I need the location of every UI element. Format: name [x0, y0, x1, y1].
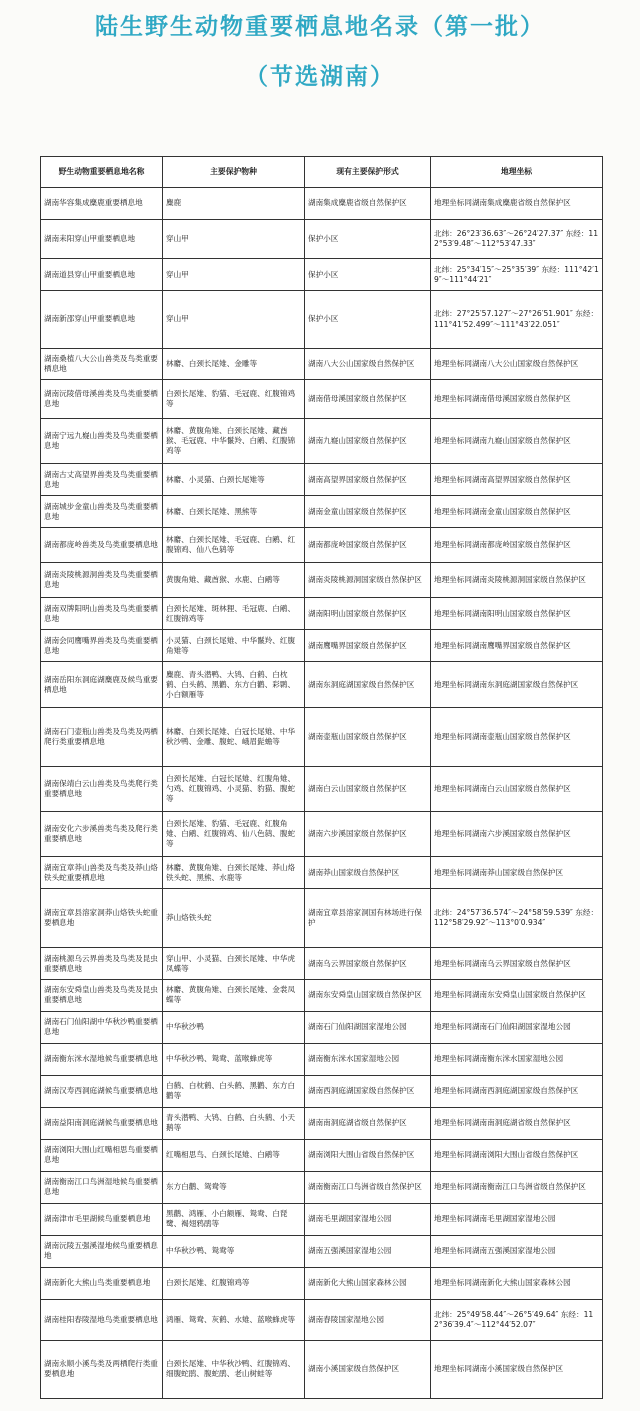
habitat-name-cell: 湖南会同鹰嘴界兽类及鸟类重要栖息地	[41, 630, 163, 662]
coordinates-cell: 北纬：25°49′58.44″～26°5′49.64″ 东经：112°36′39.4″～112°44′52.07″	[431, 1299, 603, 1340]
table-header-row	[41, 157, 603, 188]
species-cell: 红嘴相思鸟、白颈长尾雉、白鹇等	[163, 1139, 305, 1171]
coordinates-cell: 地理坐标同湖南衡南江口鸟洲省级自然保护区	[431, 1171, 603, 1203]
protection-form-cell: 湖南东洞庭湖国家级自然保护区	[305, 662, 431, 707]
protection-form-cell: 保护小区	[305, 259, 431, 291]
header-protected-species: 主要保护物种	[163, 157, 305, 188]
protection-form-cell: 湖南六步溪国家级自然保护区	[305, 811, 431, 856]
coordinates-cell: 地理坐标同湖南南洞庭湖省级自然保护区	[431, 1107, 603, 1139]
habitat-name-cell: 湖南华容集成麋鹿重要栖息地	[41, 188, 163, 220]
table-row	[41, 948, 603, 980]
table-row	[41, 1267, 603, 1299]
page-title: 陆生野生动物重要栖息地名录（第一批）	[95, 14, 545, 40]
protection-form-cell: 湖南小溪国家级自然保护区	[305, 1340, 431, 1398]
species-cell: 中华秋沙鸭、鸳鸯等	[163, 1235, 305, 1267]
habitat-name-cell: 湖南津市毛里湖候鸟重要栖息地	[41, 1203, 163, 1235]
table-row	[41, 1011, 603, 1043]
table-row	[41, 419, 603, 464]
habitat-name-cell: 湖南宜章县溶家洞莽山烙铁头蛇重要栖息地	[41, 889, 163, 948]
table-row	[41, 630, 603, 662]
table-row	[41, 291, 603, 349]
species-cell: 中华秋沙鸭	[163, 1011, 305, 1043]
protection-form-cell: 湖南壶瓶山国家级自然保护区	[305, 707, 431, 766]
protection-form-cell: 湖南高望界国家级自然保护区	[305, 464, 431, 496]
table-row	[41, 219, 603, 258]
table-row	[41, 1203, 603, 1235]
coordinates-cell: 地理坐标同湖南炎陵桃源洞国家级自然保护区	[431, 563, 603, 598]
table-row	[41, 464, 603, 496]
protection-form-cell: 湖南白云山国家级自然保护区	[305, 766, 431, 811]
habitat-name-cell: 湖南新邵穿山甲重要栖息地	[41, 291, 163, 349]
protection-form-cell: 湖南南洞庭湖省级自然保护区	[305, 1107, 431, 1139]
species-cell: 中华秋沙鸭、鸳鸯、蓝喉蜂虎等	[163, 1043, 305, 1075]
protection-form-cell: 湖南东安舜皇山国家级自然保护区	[305, 980, 431, 1012]
protection-form-cell: 湖南石门仙阳湖国家湿地公园	[305, 1011, 431, 1043]
table-row	[41, 1139, 603, 1171]
coordinates-cell: 地理坐标同湖南白云山国家级自然保护区	[431, 766, 603, 811]
habitat-name-cell: 湖南保靖白云山兽类及鸟类爬行类重要栖息地	[41, 766, 163, 811]
species-cell: 白颈长尾雉、红腹锦鸡等	[163, 1267, 305, 1299]
table-row	[41, 348, 603, 379]
coordinates-cell: 地理坐标同湖南八大公山国家级自然保护区	[431, 348, 603, 379]
table-row	[41, 889, 603, 948]
habitat-name-cell: 湖南石门壶瓶山兽类及鸟类及两栖爬行类重要栖息地	[41, 707, 163, 766]
coordinates-cell: 北纬：26°23′36.63″～26°24′27.37″ 东经：112°53′9.48″～112°53′47.33″	[431, 219, 603, 258]
habitat-name-cell: 湖南衡东洣水湿地候鸟重要栖息地	[41, 1043, 163, 1075]
habitat-name-cell: 湖南东安舜皇山兽类及鸟类及昆虫重要栖息地	[41, 980, 163, 1012]
species-cell: 穿山甲	[163, 291, 305, 349]
header-habitat-name: 野生动物重要栖息地名称	[41, 157, 163, 188]
coordinates-cell: 地理坐标同湖南毛里湖国家湿地公园	[431, 1203, 603, 1235]
protection-form-cell: 湖南炎陵桃源洞国家级自然保护区	[305, 563, 431, 598]
species-cell: 林麝、黄腹角雉、白颈长尾雉、莽山烙铁头蛇、黑熊、水鹿等	[163, 857, 305, 889]
habitat-name-cell: 湖南道县穿山甲重要栖息地	[41, 259, 163, 291]
protection-form-cell: 湖南毛里湖国家湿地公园	[305, 1203, 431, 1235]
coordinates-cell: 地理坐标同湖南六步溪国家级自然保护区	[431, 811, 603, 856]
protection-form-cell: 湖南借母溪国家级自然保护区	[305, 379, 431, 418]
coordinates-cell: 地理坐标同湖南东安舜皇山国家级自然保护区	[431, 980, 603, 1012]
protection-form-cell: 湖南莽山国家级自然保护区	[305, 857, 431, 889]
habitat-name-cell: 湖南永顺小溪鸟类及两栖爬行类重要栖息地	[41, 1340, 163, 1398]
table-row	[41, 598, 603, 630]
species-cell: 东方白鹳、鸳鸯等	[163, 1171, 305, 1203]
habitat-name-cell: 湖南浏阳大围山红嘴相思鸟重要栖息地	[41, 1139, 163, 1171]
protection-form-cell: 湖南西洞庭湖国家级自然保护区	[305, 1075, 431, 1107]
habitat-name-cell: 湖南桃源乌云界兽类及鸟类及昆虫重要栖息地	[41, 948, 163, 980]
species-cell: 林麝、小灵猫、白颈长尾雉等	[163, 464, 305, 496]
habitat-name-cell: 湖南安化六步溪兽类鸟类及爬行类重要栖息地	[41, 811, 163, 856]
habitat-name-cell: 湖南新化大熊山鸟类重要栖息地	[41, 1267, 163, 1299]
protection-form-cell: 保护小区	[305, 291, 431, 349]
coordinates-cell: 北纬：27°25′57.127″～27°26′51.901″ 东经：111°41′52.499″～111°43′22.051″	[431, 291, 603, 349]
habitat-name-cell: 湖南岳阳东洞庭湖麋鹿及候鸟重要栖息地	[41, 662, 163, 707]
species-cell: 穿山甲	[163, 219, 305, 258]
table-row	[41, 980, 603, 1012]
species-cell: 鸿雁、鸳鸯、灰鹤、水雉、蓝喉蜂虎等	[163, 1299, 305, 1340]
species-cell: 林麝、白颈长尾雉、白冠长尾雉、中华秋沙鸭、金雕、腹蛇、峨眉髭蟾等	[163, 707, 305, 766]
header-coordinates: 地理坐标	[431, 157, 603, 188]
species-cell: 白颈长尾雉、斑林狸、毛冠鹿、白鹇、红腹锦鸡等	[163, 598, 305, 630]
coordinates-cell: 地理坐标同湖南衡东洣水国家湿地公园	[431, 1043, 603, 1075]
table-row	[41, 379, 603, 418]
species-cell: 麋鹿、青头潜鸭、大鸨、白鹤、白枕鹤、白头鹤、黑鹳、东方白鹳、彩鹮、小白额雁等	[163, 662, 305, 707]
habitat-name-cell: 湖南沅陵五强溪湿地候鸟重要栖息地	[41, 1235, 163, 1267]
protection-form-cell: 湖南乌云界国家级自然保护区	[305, 948, 431, 980]
table-row	[41, 563, 603, 598]
species-cell: 小灵猫、白颈长尾雉、中华鬣羚、红腹角雉等	[163, 630, 305, 662]
habitat-name-cell: 湖南双牌阳明山兽类及鸟类重要栖息地	[41, 598, 163, 630]
protection-form-cell: 湖南九嶷山国家级自然保护区	[305, 419, 431, 464]
header-protection-form: 现有主要保护形式	[305, 157, 431, 188]
table-row	[41, 259, 603, 291]
protection-form-cell: 湖南八大公山国家级自然保护区	[305, 348, 431, 379]
species-cell: 麋鹿	[163, 188, 305, 220]
protection-form-cell: 湖南衡东洣水国家湿地公园	[305, 1043, 431, 1075]
protection-form-cell: 湖南衡南江口鸟洲省级自然保护区	[305, 1171, 431, 1203]
species-cell: 白颈长尾雉、豹猫、毛冠鹿、红腹锦鸡等	[163, 379, 305, 418]
table-row	[41, 188, 603, 220]
habitat-table	[40, 156, 603, 1399]
species-cell: 林麝、白颈长尾雉、黑熊等	[163, 496, 305, 528]
table-row	[41, 1235, 603, 1267]
protection-form-cell: 湖南集成麋鹿省级自然保护区	[305, 188, 431, 220]
protection-form-cell: 保护小区	[305, 219, 431, 258]
habitat-name-cell: 湖南宁远九嶷山兽类及鸟类重要栖息地	[41, 419, 163, 464]
coordinates-cell: 地理坐标同湖南莽山国家级自然保护区	[431, 857, 603, 889]
species-cell: 林麝、黄腹角雉、白颈长尾雉、藏酋猴、毛冠鹿、中华鬣羚、白鹇、红腹锦鸡等	[163, 419, 305, 464]
habitat-table-container	[40, 156, 602, 1399]
habitat-name-cell: 湖南沅陵借母溪兽类及鸟类重要栖息地	[41, 379, 163, 418]
coordinates-cell: 地理坐标同湖南借母溪国家级自然保护区	[431, 379, 603, 418]
habitat-name-cell: 湖南宜章莽山兽类及鸟类及莽山烙铁头蛇重要栖息地	[41, 857, 163, 889]
coordinates-cell: 地理坐标同湖南乌云界国家级自然保护区	[431, 948, 603, 980]
table-row	[41, 1171, 603, 1203]
table-row	[41, 766, 603, 811]
species-cell: 林麝、黄腹角雉、白颈长尾雉、金裳凤蝶等	[163, 980, 305, 1012]
protection-form-cell: 湖南都庞岭国家级自然保护区	[305, 528, 431, 563]
table-row	[41, 707, 603, 766]
protection-form-cell: 湖南浏阳大围山省级自然保护区	[305, 1139, 431, 1171]
coordinates-cell: 北纬：24°57′36.574″～24°58′59.539″ 东经：112°58′29.92″～113°0′0.934″	[431, 889, 603, 948]
species-cell: 黑鹳、鸿雁、小白额雁、鸳鸯、白琵鹭、褐翅鸦鹃等	[163, 1203, 305, 1235]
habitat-name-cell: 湖南桑植八大公山兽类及鸟类重要栖息地	[41, 348, 163, 379]
habitat-name-cell: 湖南城步金童山兽类及鸟类重要栖息地	[41, 496, 163, 528]
protection-form-cell: 湖南舂陵国家湿地公园	[305, 1299, 431, 1340]
table-row	[41, 1340, 603, 1398]
protection-form-cell: 湖南金童山国家级自然保护区	[305, 496, 431, 528]
coordinates-cell: 地理坐标同湖南九嶷山国家级自然保护区	[431, 419, 603, 464]
protection-form-cell: 湖南五强溪国家湿地公园	[305, 1235, 431, 1267]
coordinates-cell: 地理坐标同湖南新化大熊山国家森林公园	[431, 1267, 603, 1299]
coordinates-cell: 地理坐标同湖南高望界国家级自然保护区	[431, 464, 603, 496]
coordinates-cell: 地理坐标同湖南金童山国家级自然保护区	[431, 496, 603, 528]
habitat-name-cell: 湖南古丈高望界兽类及鸟类重要栖息地	[41, 464, 163, 496]
species-cell: 穿山甲、小灵猫、白颈长尾雉、中华虎凤蝶等	[163, 948, 305, 980]
coordinates-cell: 地理坐标同湖南浏阳大围山省级自然保护区	[431, 1139, 603, 1171]
table-row	[41, 528, 603, 563]
table-row	[41, 496, 603, 528]
habitat-name-cell: 湖南汉寿西洞庭湖候鸟重要栖息地	[41, 1075, 163, 1107]
species-cell: 黄腹角雉、藏酋猴、水鹿、白鹇等	[163, 563, 305, 598]
habitat-name-cell: 湖南耒阳穿山甲重要栖息地	[41, 219, 163, 258]
coordinates-cell: 地理坐标同湖南五强溪国家湿地公园	[431, 1235, 603, 1267]
habitat-name-cell: 湖南石门仙阳湖中华秋沙鸭重要栖息地	[41, 1011, 163, 1043]
coordinates-cell: 地理坐标同湖南都庞岭国家级自然保护区	[431, 528, 603, 563]
habitat-name-cell: 湖南都庞岭兽类及鸟类重要栖息地	[41, 528, 163, 563]
coordinates-cell: 北纬：25°34′15″～25°35′39″ 东经：111°42′19″～111°44′21″	[431, 259, 603, 291]
species-cell: 白颈长尾雉、豹猫、毛冠鹿、红腹角雉、白鹇、红腹锦鸡、仙八色鸫、腹蛇等	[163, 811, 305, 856]
coordinates-cell: 地理坐标同湖南东洞庭湖国家级自然保护区	[431, 662, 603, 707]
table-row	[41, 1299, 603, 1340]
coordinates-cell: 地理坐标同湖南壶瓶山国家级自然保护区	[431, 707, 603, 766]
coordinates-cell: 地理坐标同湖南阳明山国家级自然保护区	[431, 598, 603, 630]
protection-form-cell: 湖南宜章县溶家洞国有林场进行保护	[305, 889, 431, 948]
table-row	[41, 662, 603, 707]
table-row	[41, 1075, 603, 1107]
coordinates-cell: 地理坐标同湖南西洞庭湖国家级自然保护区	[431, 1075, 603, 1107]
species-cell: 莽山烙铁头蛇	[163, 889, 305, 948]
table-row	[41, 857, 603, 889]
species-cell: 白颈长尾雉、中华秋沙鸭、红腹锦鸡、细腹蛇鹃、腹蛇鹃、老山树蛙等	[163, 1340, 305, 1398]
species-cell: 穿山甲	[163, 259, 305, 291]
coordinates-cell: 地理坐标同湖南石门仙阳湖国家湿地公园	[431, 1011, 603, 1043]
coordinates-cell: 地理坐标同湖南集成麋鹿省级自然保护区	[431, 188, 603, 220]
species-cell: 林麝、白颈长尾雉、毛冠鹿、白鹇、红腹锦鸡、仙八色鸫等	[163, 528, 305, 563]
species-cell: 白颈长尾雉、白冠长尾雉、红腹角雉、勺鸡、红腹锦鸡、小灵猫、豹猫、腹蛇等	[163, 766, 305, 811]
habitat-name-cell: 湖南炎陵桃源洞兽类及鸟类重要栖息地	[41, 563, 163, 598]
coordinates-cell: 地理坐标同湖南鹰嘴界国家级自然保护区	[431, 630, 603, 662]
habitat-name-cell: 湖南衡南江口鸟洲湿地候鸟重要栖息地	[41, 1171, 163, 1203]
table-row	[41, 1043, 603, 1075]
protection-form-cell: 湖南鹰嘴界国家级自然保护区	[305, 630, 431, 662]
habitat-name-cell: 湖南益阳南洞庭湖候鸟重要栖息地	[41, 1107, 163, 1139]
species-cell: 白鹤、白枕鹤、白头鹤、黑鹳、东方白鹳等	[163, 1075, 305, 1107]
page-subtitle: （节选湖南）	[245, 64, 395, 90]
habitat-name-cell: 湖南桂阳春陵湿地鸟类重要栖息地	[41, 1299, 163, 1340]
table-row	[41, 1107, 603, 1139]
table-row	[41, 811, 603, 856]
species-cell: 青头潜鸭、大鸨、白鹤、白头鹤、小天鹅等	[163, 1107, 305, 1139]
protection-form-cell: 湖南阳明山国家级自然保护区	[305, 598, 431, 630]
species-cell: 林麝、白颈长尾雉、金雕等	[163, 348, 305, 379]
coordinates-cell: 地理坐标同湖南小溪国家级自然保护区	[431, 1340, 603, 1398]
protection-form-cell: 湖南新化大熊山国家森林公园	[305, 1267, 431, 1299]
